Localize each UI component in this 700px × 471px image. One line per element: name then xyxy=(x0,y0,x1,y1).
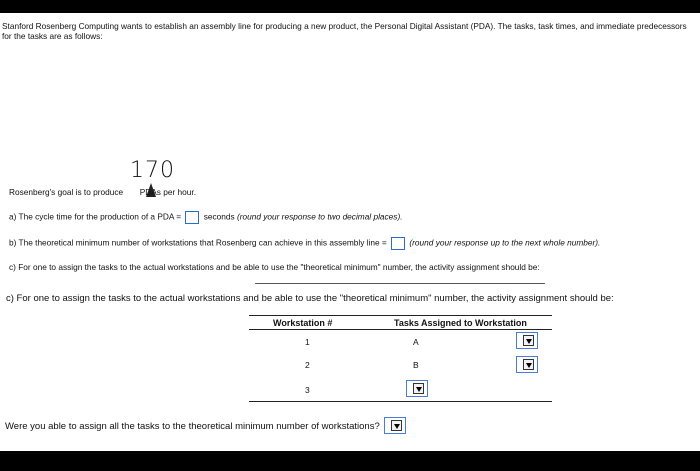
intro-text: Stanford Rosenberg Computing wants to establish an assembly line for producing a new product, the Personal Digital Assistant (PDA). The tasks, task times, and immediate predecessors for the tasks are as follows: xyxy=(2,21,687,41)
header-workstation: Workstation # xyxy=(273,318,333,328)
chevron-down-icon xyxy=(391,420,402,431)
table-top-rule xyxy=(249,315,552,316)
header-tasks-assigned: Tasks Assigned to Workstation xyxy=(394,318,527,328)
table-bottom-rule xyxy=(249,401,552,402)
question-a xyxy=(9,211,403,224)
final-answer-dropdown[interactable] xyxy=(384,417,406,434)
question-b xyxy=(9,237,600,250)
chevron-down-icon xyxy=(523,335,534,346)
goal-line xyxy=(9,187,196,198)
question-c: c) For one to assign the tasks to the actual workstations and be able to use the "theoretical minimum" number, the activity assignment should be: xyxy=(6,293,614,304)
question-b-text: b) The theoretical minimum number of workstations that Rosenberg can achieve in this assembly line = xyxy=(9,237,387,248)
row-1-task: A xyxy=(413,337,419,347)
row-2-task: B xyxy=(413,360,419,370)
row-1-workstation: 1 xyxy=(305,337,310,347)
question-c-small: c) For one to assign the tasks to the actual workstations and be able to use the "theoretical minimum" number, the activity assignment should be: xyxy=(9,262,540,272)
row-3-task-dropdown[interactable] xyxy=(406,380,428,397)
goal-text-before: Rosenberg's goal is to produce xyxy=(9,187,124,197)
top-black-bar xyxy=(0,0,700,13)
row-1-task-dropdown[interactable] xyxy=(516,332,538,349)
chevron-down-icon xyxy=(413,383,424,394)
bottom-black-bar xyxy=(0,451,700,471)
cycle-time-input[interactable] xyxy=(185,211,199,224)
question-a-text: a) The cycle time for the production of a PDA = xyxy=(9,211,182,222)
final-question xyxy=(5,418,404,435)
question-a-unit: seconds xyxy=(203,211,235,222)
row-2-task-dropdown[interactable] xyxy=(516,356,538,373)
question-a-hint: (round your response to two decimal places). xyxy=(236,211,403,222)
table-header-rule xyxy=(249,329,552,330)
handwritten-annotation: 170 xyxy=(130,158,175,183)
goal-text-after: PDAs per hour. xyxy=(139,187,197,197)
min-workstations-input[interactable] xyxy=(391,237,405,250)
row-3-workstation: 3 xyxy=(305,385,310,395)
section-divider xyxy=(255,283,545,284)
question-b-hint: (round your response up to the next whole number). xyxy=(409,237,601,248)
final-question-text: Were you able to assign all the tasks to the theoretical minimum number of workstations? xyxy=(5,421,380,433)
row-2-workstation: 2 xyxy=(305,360,310,370)
chevron-down-icon xyxy=(523,359,534,370)
